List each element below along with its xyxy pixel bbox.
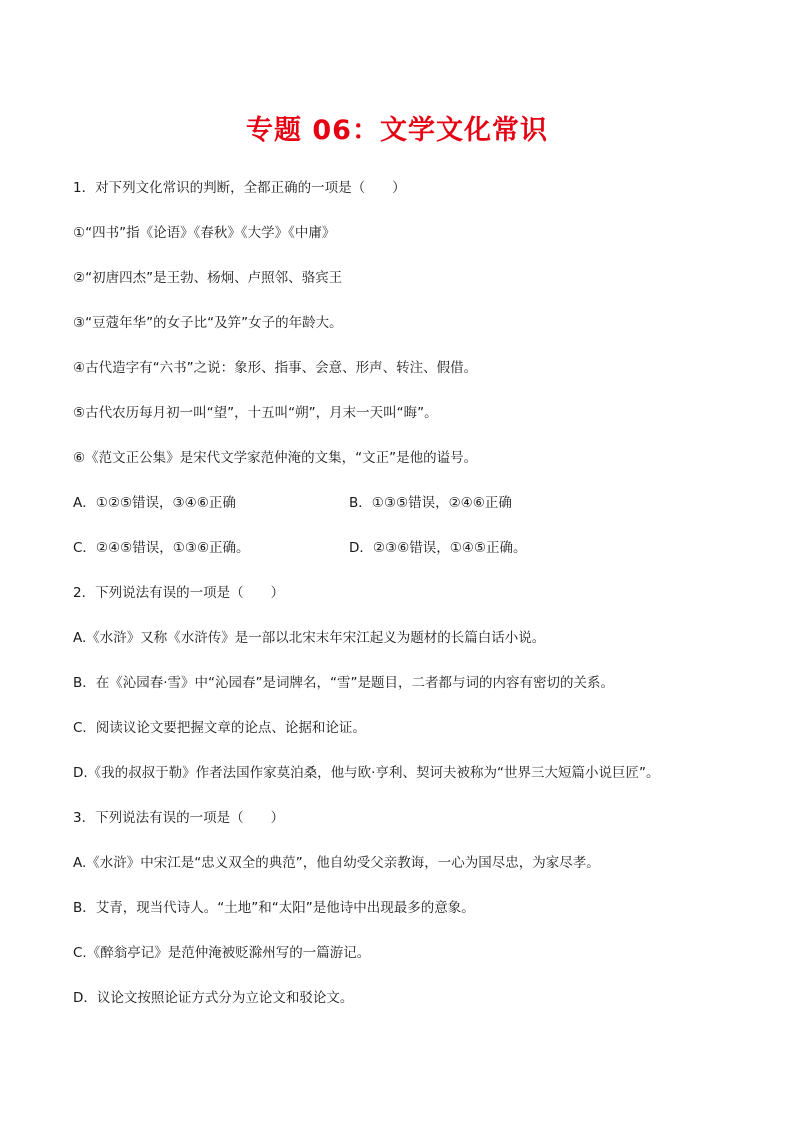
question-1-stem: 1．对下列文化常识的判断，全都正确的一项是（ ） <box>73 180 406 196</box>
q1-option-a: A．①②⑤错误，③④⑥正确 <box>73 495 236 511</box>
q1-statement-3: ③“豆蔻年华”的女子比“及笄”女子的年龄大。 <box>73 315 343 331</box>
q1-statement-4: ④古代造字有“六书”之说：象形、指事、会意、形声、转注、假借。 <box>73 360 478 376</box>
question-3-stem: 3．下列说法有误的一项是（ ） <box>73 810 285 826</box>
q2-option-a: A.《水浒》又称《水浒传》是一部以北宋末年宋江起义为题材的长篇白话小说。 <box>73 630 546 646</box>
question-2-stem: 2．下列说法有误的一项是（ ） <box>73 585 285 601</box>
page-title: 专题 06：文学文化常识 <box>246 115 548 146</box>
q3-option-c: C.《醉翁亭记》是范仲淹被贬滁州写的一篇游记。 <box>73 945 371 961</box>
q3-option-b: B．艾青，现当代诗人。“土地”和“太阳”是他诗中出现最多的意象。 <box>73 900 475 916</box>
q1-option-c: C．②④⑤错误，①③⑥正确。 <box>73 540 250 556</box>
q1-option-d: D．②③⑥错误，①④⑤正确。 <box>349 540 527 556</box>
q1-statement-6: ⑥《范文正公集》是宋代文学家范仲淹的文集，“文正”是他的谥号。 <box>73 450 478 466</box>
q3-option-d: D．议论文按照论证方式分为立论文和驳论文。 <box>73 990 354 1006</box>
q3-option-a: A.《水浒》中宋江是“忠义双全的典范”，他自幼受父亲教诲，一心为国尽忠，为家尽孝。 <box>73 855 600 871</box>
q1-statement-5: ⑤古代农历每月初一叫“望”，十五叫“朔”，月末一天叫“晦”。 <box>73 405 438 421</box>
q1-statement-1: ①“四书”指《论语》《春秋》《大学》《中庸》 <box>73 225 336 241</box>
q1-statement-2: ②“初唐四杰”是王勃、杨炯、卢照邻、骆宾王 <box>73 270 343 286</box>
q2-option-d: D.《我的叔叔于勒》作者法国作家莫泊桑，他与欧·亨利、契诃夫被称为“世界三大短篇小说巨匠”。 <box>73 765 660 781</box>
q2-option-c: C．阅读议论文要把握文章的论点、论据和论证。 <box>73 720 366 736</box>
q2-option-b: B．在《沁园春·雪》中“沁园春”是词牌名，“雪”是题目，二者都与词的内容有密切的关系。 <box>73 675 615 691</box>
q1-option-b: B．①③⑤错误，②④⑥正确 <box>349 495 512 511</box>
